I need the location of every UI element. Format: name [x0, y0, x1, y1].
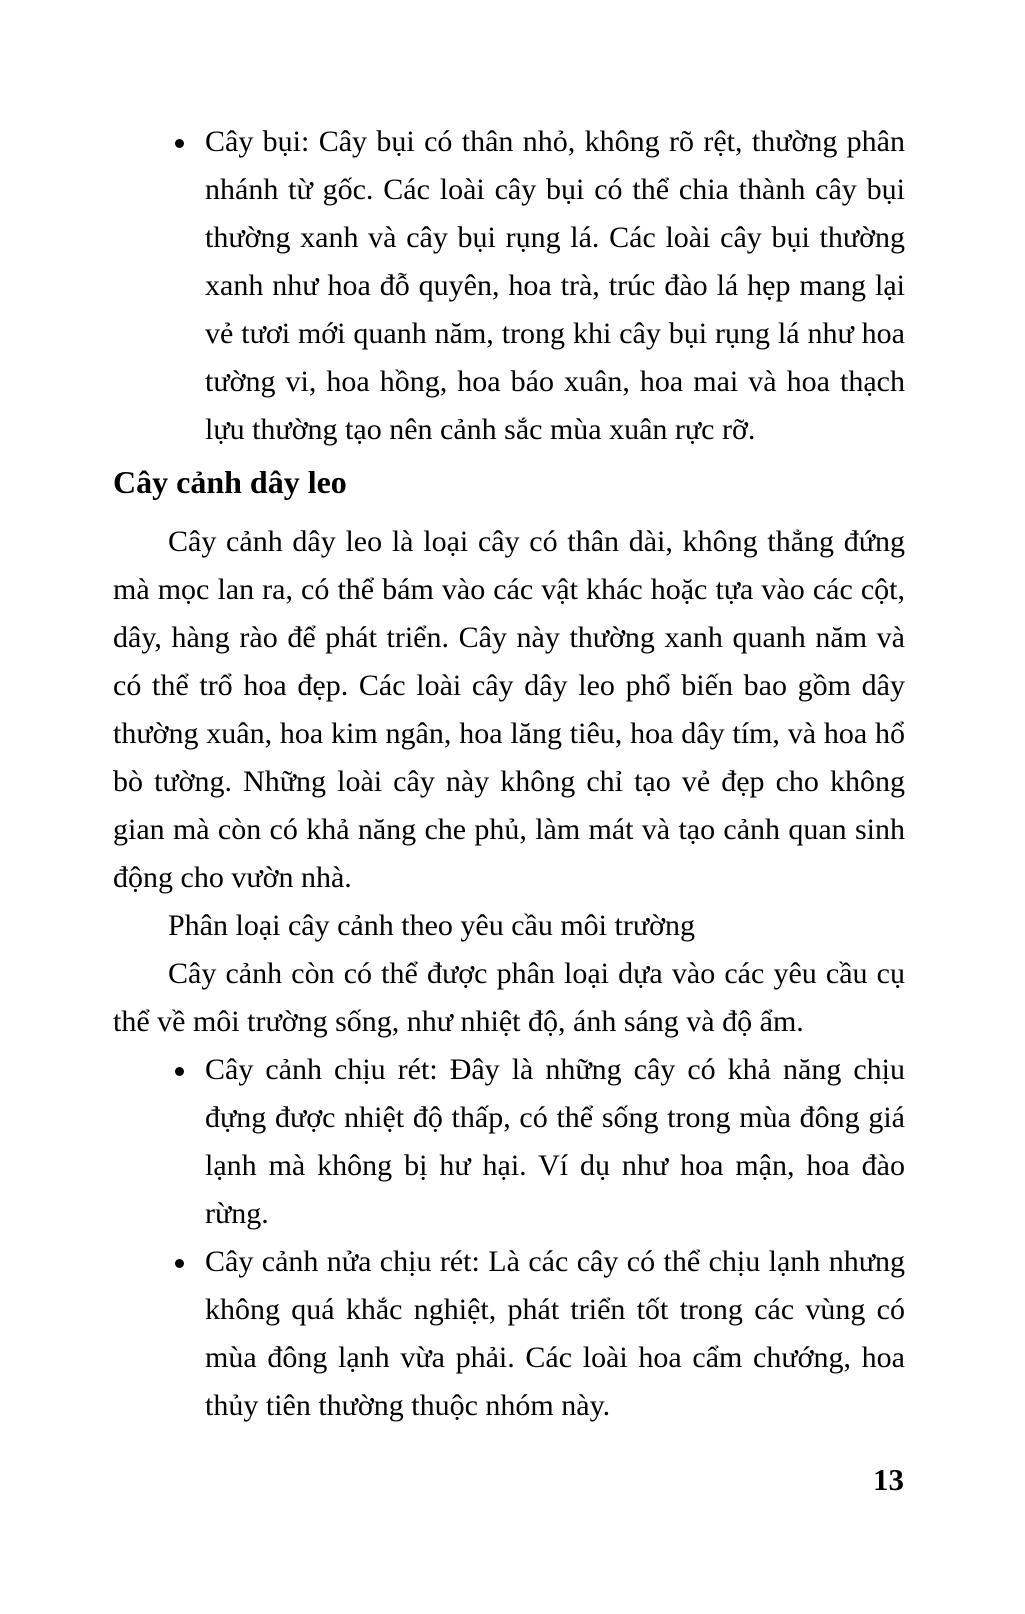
section-heading-climbing-plants: Cây cảnh dây leo: [113, 464, 347, 500]
list-item-text: Cây cảnh chịu rét: Đây là những cây có khả năng chịu đựng được nhiệt độ thấp, có thể sống trong mùa đông giá lạnh mà không bị hư hại. Ví dụ như hoa mận, hoa đào rừng.: [205, 1053, 905, 1230]
list-item-shrub: [113, 118, 905, 454]
page-number: 13: [873, 1462, 904, 1497]
bullet-icon: [175, 1259, 184, 1268]
list-item-text: Cây bụi: Cây bụi có thân nhỏ, không rõ rệt, thường phân nhánh từ gốc. Các loài cây bụi có thể chia thành cây bụi thường xanh và cây bụi rụng lá. Các loài cây bụi thường xanh như hoa đỗ quyên, hoa trà, trúc đào lá hẹp mang lại vẻ tươi mới quanh năm, trong khi cây bụi rụng lá như hoa tường vi, hoa hồng, hoa báo xuân, hoa mai và hoa thạch lựu thường tạo nên cảnh sắc mùa xuân rực rỡ.: [205, 125, 905, 446]
paragraph-climbing-plants: Cây cảnh dây leo là loại cây có thân dài, không thẳng đứng mà mọc lan ra, có thể bám vào các vật khác hoặc tựa vào các cột, dây, hàng rào để phát triển. Cây này thường xanh quanh năm và có thể trổ hoa đẹp. Các loài cây dây leo phổ biến bao gồm dây thường xuân, hoa kim ngân, hoa lăng tiêu, hoa dây tím, và hoa hổ bò tường. Những loài cây này không chỉ tạo vẻ đẹp cho không gian mà còn có khả năng che phủ, làm mát và tạo cảnh quan sinh động cho vườn nhà.: [113, 525, 905, 894]
paragraph-environment-requirements: Cây cảnh còn có thể được phân loại dựa vào các yêu cầu cụ thể về môi trường sống, như nhiệt độ, ánh sáng và độ ẩm.: [113, 957, 905, 1038]
page-content: [113, 118, 905, 1430]
bullet-icon: [175, 139, 184, 148]
list-item-cold-hardy: [113, 1046, 905, 1238]
list-item-semi-cold-hardy: [113, 1238, 905, 1430]
bullet-icon: [175, 1067, 184, 1076]
list-item-text: Cây cảnh nửa chịu rét: Là các cây có thể chịu lạnh nhưng không quá khắc nghiệt, phát triển tốt trong các vùng có mùa đông lạnh vừa phải. Các loài hoa cẩm chướng, hoa thủy tiên thường thuộc nhóm này.: [205, 1245, 905, 1422]
paragraph-classification-intro: Phân loại cây cảnh theo yêu cầu môi trường: [168, 909, 695, 942]
